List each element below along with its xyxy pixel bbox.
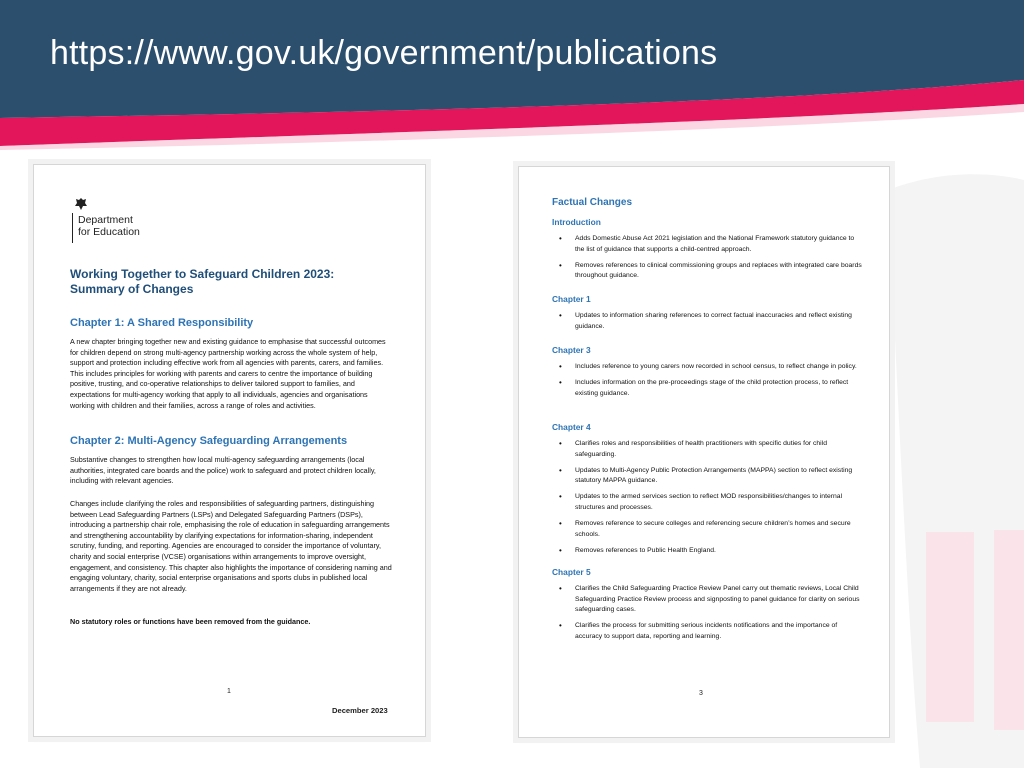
royal-crest-icon [73,197,89,211]
list-item: • Includes reference to young carers now recorded in school census, to reflect change in policy. [555,362,865,373]
department-name: Department for Education [78,214,140,238]
list-item: • Removes reference to secure colleges and referencing secure children’s homes and secure schools. [555,519,865,540]
list-item: • Removes references to Public Health England. [555,546,865,557]
logo-rule [72,213,73,243]
chapter1-bullets [555,311,865,338]
section-heading-chapter5: Chapter 5 [552,567,591,577]
chapter5-bullets [555,584,865,648]
chapter4-bullets [555,439,865,562]
factual-changes-title: Factual Changes [552,197,633,208]
chapter1-text: A new chapter bringing together new and existing guidance to emphasise that successful outcomes for children depend on strong multi-agency partnership working across the whole system of help, support and protection including effective work from all agencies with parents, carers, and families. This includes principles for working with parents and carers to centre the importance of building positive, trusting, and co-operative relationships to deliver tailored support to families, and expectations for multi-agency working that apply to all individuals, agencies and organisations working with children and their families, across a range of roles and activities. [70,337,386,410]
chapter2-heading: Chapter 2: Multi-Agency Safeguarding Arrangements [70,435,348,447]
chapter2-text-2: Changes include clarifying the roles and responsibilities of safeguarding partners, distinguishing between Lead Safeguarding Partners (LSPs) and Delegated Safeguarding Partners (DSPs), introducing a partnership chair role, emphasising the role of education in safeguarding arrangements and strengthening accountability by clarifying expectations for information-sharing, independent scrutiny, funding, and reporting. Agencies are encouraged to consider the importance of voluntary, charity and social enterprise (VCSE) organisations within arrangements to improve oversight, engagement, and consistency. This chapter also highlights the importance of considering naming and engaging voluntary, charity, social enterprise organisations and sports clubs in published local arrangements if they are not already. [70,499,392,593]
section-heading-chapter3: Chapter 3 [552,345,591,355]
slide-title: https://www.gov.uk/government/publications [50,34,718,72]
list-item: • Removes references to clinical commissioning groups and replaces with integrated care boards throughout guidance. [555,261,865,282]
chapter3-bullets [555,362,865,405]
section-heading-chapter1: Chapter 1 [552,294,591,304]
page-number: 1 [227,688,231,695]
list-item: • Updates to the armed services section to reflect MOD responsibilities/changes to internal structures and processes. [555,492,865,513]
introduction-bullets [555,234,865,287]
publication-date: December 2023 [332,706,388,715]
list-item: • Clarifies the process for submitting serious incidents notifications and the importance of accuracy to support data, reporting and learning. [555,621,865,642]
section-heading-introduction: Introduction [552,217,601,227]
page-number: 3 [699,690,703,697]
title-banner [0,0,1024,150]
section-heading-chapter4: Chapter 4 [552,422,591,432]
banner-graphic [0,0,1024,150]
list-item: • Updates to information sharing references to correct factual inaccuracies and reflect existing guidance. [555,311,865,332]
document-title: Working Together to Safeguard Children 2023: Summary of Changes [70,267,335,296]
chapter2-text-1: Substantive changes to strengthen how local multi-agency safeguarding arrangements (local authorities, integrated care boards and the police) work to safeguard and protect children locally, including with relevant agencies. [70,455,376,486]
list-item: • Adds Domestic Abuse Act 2021 legislation and the National Framework statutory guidance to the list of guidance that supports a child-centred approach. [555,234,865,255]
document-page-summary [33,164,426,737]
list-item: • Clarifies the Child Safeguarding Practice Review Panel carry out thematic reviews, Local Child Safeguarding Practice Review process and signposting to panel guidance for clarity on serious safeguarding cases. [555,584,865,616]
document-page-factual-changes [518,166,890,738]
list-item: • Includes information on the pre-proceedings stage of the child protection process, to reflect existing guidance. [555,378,865,399]
list-item: • Updates to Multi-Agency Public Protection Arrangements (MAPPA) section to reflect existing statutory MAPPA guidance. [555,466,865,487]
statutory-note: No statutory roles or functions have been removed from the guidance. [70,617,311,626]
background-decoration [880,150,1024,768]
list-item: • Clarifies roles and responsibilities of health practitioners with specific duties for child safeguarding. [555,439,865,460]
chapter1-heading: Chapter 1: A Shared Responsibility [70,317,254,329]
